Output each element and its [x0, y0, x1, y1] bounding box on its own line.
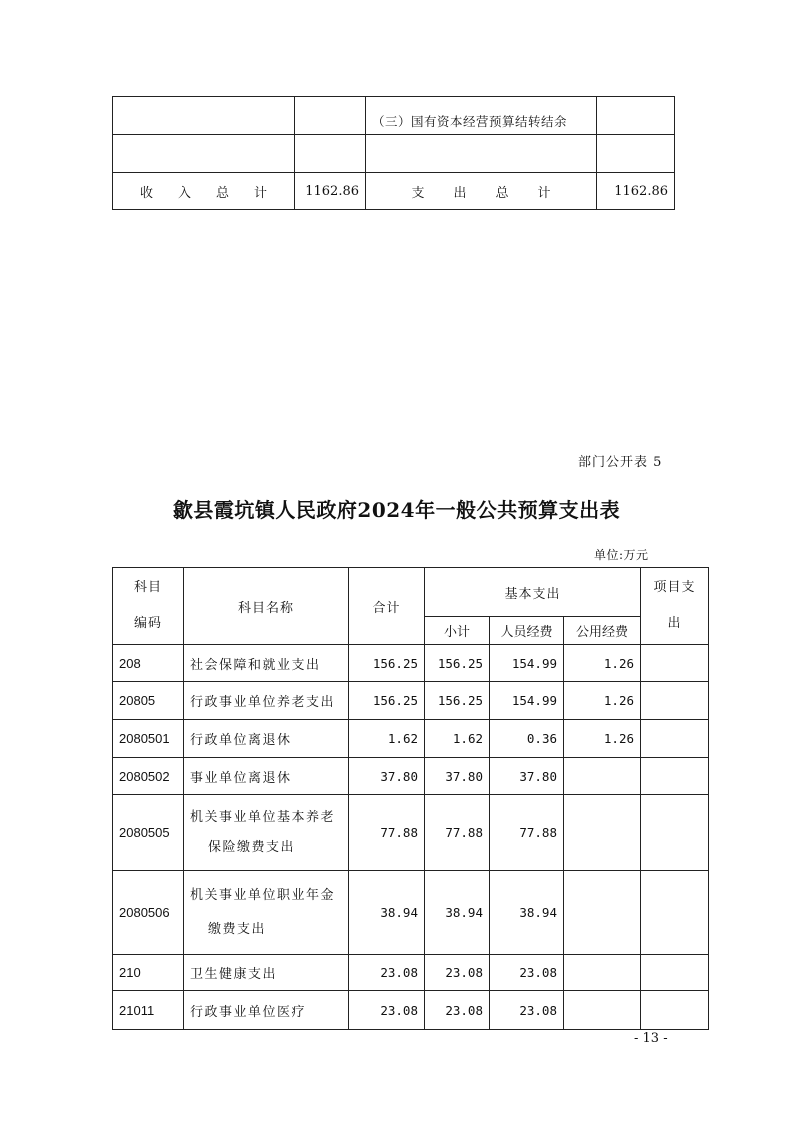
cell-subtotal: 1.62 — [425, 720, 490, 758]
cell-total: 156.25 — [349, 645, 425, 682]
income-label-cell — [113, 97, 295, 135]
cell-subtotal: 23.08 — [425, 991, 490, 1030]
cell-total: 23.08 — [349, 991, 425, 1030]
cell-name: 卫生健康支出 — [184, 955, 349, 991]
page-number: - 13 - — [634, 1031, 668, 1046]
cell-name: 行政事业单位养老支出 — [184, 682, 349, 720]
cell-code: 2080502 — [113, 758, 184, 795]
expense-label-cell — [366, 135, 597, 173]
cell-code: 208 — [113, 645, 184, 682]
income-amount-cell — [295, 135, 366, 173]
cell-subtotal: 23.08 — [425, 955, 490, 991]
cell-public — [564, 795, 641, 871]
income-total-label: 收 入 总 计 — [113, 173, 295, 210]
cell-public — [564, 871, 641, 955]
header-public: 公用经费 — [564, 617, 641, 645]
header-project: 项目支 出 — [641, 568, 709, 645]
cell-project — [641, 720, 709, 758]
cell-name: 行政单位离退休 — [184, 720, 349, 758]
cell-code: 21011 — [113, 991, 184, 1030]
income-amount-cell — [295, 97, 366, 135]
cell-personnel: 0.36 — [490, 720, 564, 758]
cell-personnel: 23.08 — [490, 955, 564, 991]
cell-public — [564, 955, 641, 991]
header-subtotal: 小计 — [425, 617, 490, 645]
cell-code: 20805 — [113, 682, 184, 720]
cell-public: 1.26 — [564, 645, 641, 682]
cell-project — [641, 682, 709, 720]
cell-total: 156.25 — [349, 682, 425, 720]
header-personnel: 人员经费 — [490, 617, 564, 645]
department-table-label: 部门公开表 5 — [578, 455, 663, 470]
cell-code: 2080505 — [113, 795, 184, 871]
cell-subtotal: 37.80 — [425, 758, 490, 795]
cell-code: 2080506 — [113, 871, 184, 955]
expense-label-cell: （三）国有资本经营预算结转结余 — [366, 97, 597, 135]
table-row — [113, 955, 709, 991]
cell-project — [641, 871, 709, 955]
cell-name: 机关事业单位职业年金 缴费支出 — [184, 871, 349, 955]
income-total-amount: 1162.86 — [295, 173, 366, 210]
revenue-expenditure-summary-table — [112, 96, 675, 210]
cell-total: 37.80 — [349, 758, 425, 795]
cell-public: 1.26 — [564, 720, 641, 758]
cell-personnel: 23.08 — [490, 991, 564, 1030]
cell-public — [564, 991, 641, 1030]
cell-public: 1.26 — [564, 682, 641, 720]
cell-project — [641, 795, 709, 871]
budget-expenditure-table — [112, 567, 709, 1030]
cell-name: 社会保障和就业支出 — [184, 645, 349, 682]
table-row — [113, 795, 709, 871]
table-row — [113, 135, 675, 173]
cell-public — [564, 758, 641, 795]
unit-label: 单位:万元 — [594, 548, 649, 562]
cell-personnel: 77.88 — [490, 795, 564, 871]
cell-project — [641, 645, 709, 682]
cell-total: 77.88 — [349, 795, 425, 871]
header-total: 合计 — [349, 568, 425, 645]
cell-code: 2080501 — [113, 720, 184, 758]
header-row — [113, 568, 709, 617]
header-name: 科目名称 — [184, 568, 349, 645]
cell-name: 事业单位离退休 — [184, 758, 349, 795]
income-label-cell — [113, 135, 295, 173]
cell-subtotal: 156.25 — [425, 682, 490, 720]
cell-name: 行政事业单位医疗 — [184, 991, 349, 1030]
cell-total: 23.08 — [349, 955, 425, 991]
cell-total: 38.94 — [349, 871, 425, 955]
expense-total-label: 支 出 总 计 — [366, 173, 597, 210]
expense-total-amount: 1162.86 — [597, 173, 675, 210]
cell-personnel: 38.94 — [490, 871, 564, 955]
cell-project — [641, 991, 709, 1030]
table-row — [113, 720, 709, 758]
cell-code: 210 — [113, 955, 184, 991]
cell-total: 1.62 — [349, 720, 425, 758]
expense-amount-cell — [597, 135, 675, 173]
table-row — [113, 682, 709, 720]
cell-personnel: 154.99 — [490, 645, 564, 682]
header-code: 科目 编码 — [113, 568, 184, 645]
cell-name: 机关事业单位基本养老 保险缴费支出 — [184, 795, 349, 871]
cell-project — [641, 955, 709, 991]
cell-personnel: 154.99 — [490, 682, 564, 720]
cell-subtotal: 156.25 — [425, 645, 490, 682]
page-title: 歙县霞坑镇人民政府2024年一般公共预算支出表 — [172, 498, 621, 522]
totals-row — [113, 173, 675, 210]
cell-subtotal: 38.94 — [425, 871, 490, 955]
table-row — [113, 758, 709, 795]
table-row — [113, 645, 709, 682]
table-row — [113, 991, 709, 1030]
cell-subtotal: 77.88 — [425, 795, 490, 871]
table-row — [113, 871, 709, 955]
cell-project — [641, 758, 709, 795]
table-row — [113, 97, 675, 135]
expense-amount-cell — [597, 97, 675, 135]
cell-personnel: 37.80 — [490, 758, 564, 795]
header-basic: 基本支出 — [425, 568, 641, 617]
